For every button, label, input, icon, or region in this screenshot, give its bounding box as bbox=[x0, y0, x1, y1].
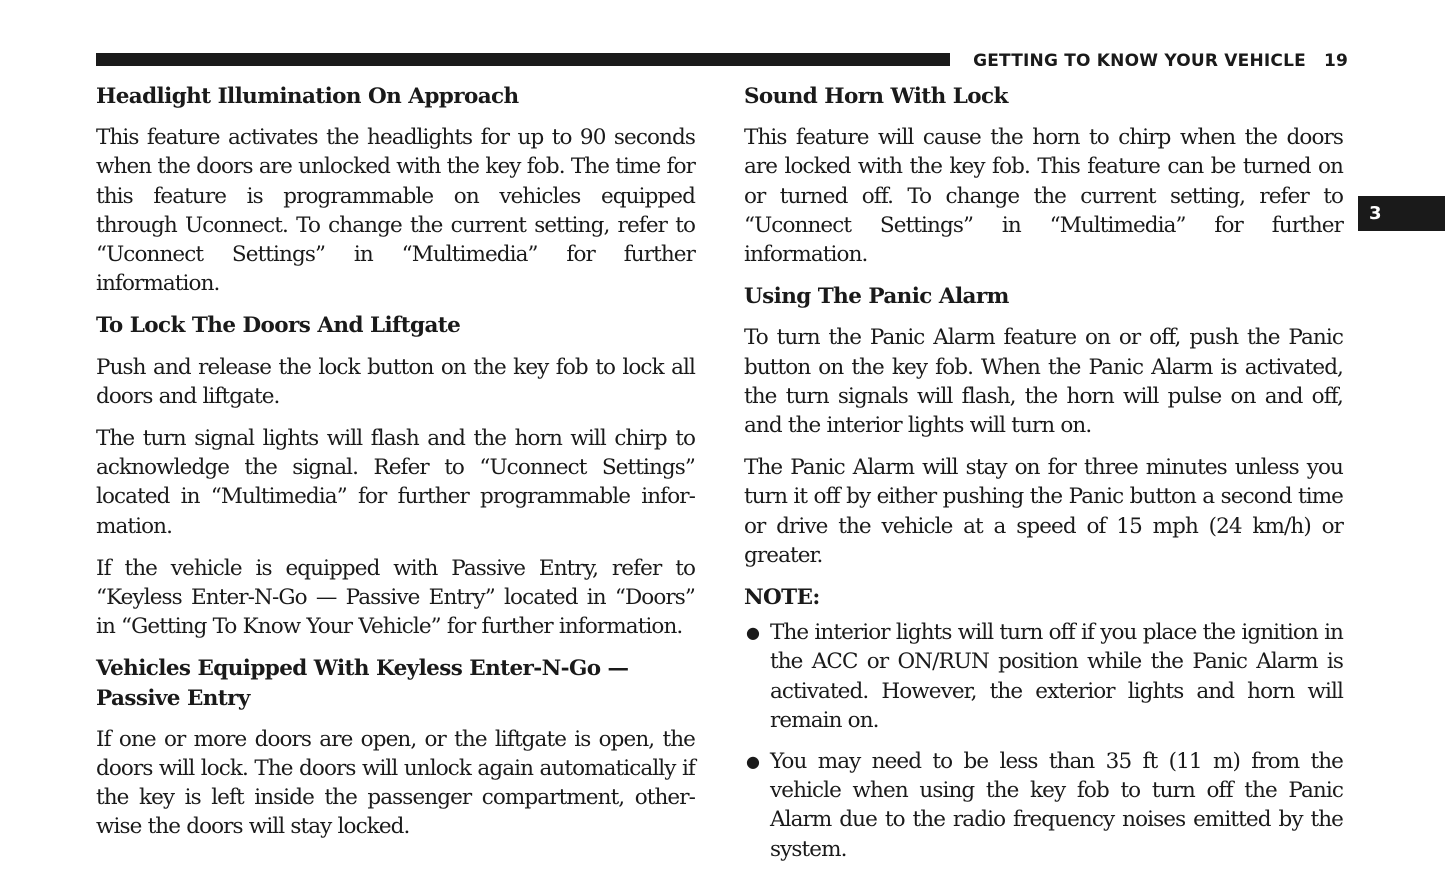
bullet-icon: ● bbox=[746, 752, 760, 772]
note-label: NOTE: bbox=[744, 585, 820, 611]
chapter-tab: 3 bbox=[1358, 196, 1445, 231]
paragraph-lock-doors-1: Push and release the lock button on the key fob to lock all doors and liftgate. bbox=[96, 354, 695, 409]
note-bullet-list bbox=[744, 618, 1343, 864]
running-header bbox=[958, 50, 1348, 72]
paragraph-horn: This feature will cause the horn to chirp when the doors are locked with the key fob. This feature can be turned on or turned off. To change the current setting, refer to “Uconnect Settings” in “Multimedia” for further information. bbox=[744, 125, 1343, 268]
paragraph-panic-1: To turn the Panic Alarm feature on or off, push the Panic button on the key fob. When the Panic Alarm is activated, the turn signals will flash, the horn will pulse on and off, and the interior lights will turn on. bbox=[744, 325, 1343, 439]
heading-keyless-enter-n-go: Vehicles Equipped With Keyless Enter-N-Go — Passive Entry bbox=[96, 656, 629, 711]
header-rule bbox=[96, 53, 950, 66]
page-number: 19 bbox=[1323, 51, 1348, 71]
paragraph-keyless: If one or more doors are open, or the liftgate is open, the doors will lock. The doors will unlock again automatically if the key is left inside the passenger compartment, other-wise the doors will stay locked. bbox=[96, 726, 695, 840]
list-item bbox=[744, 747, 1343, 864]
paragraph-panic-2: The Panic Alarm will stay on for three minutes unless you turn it off by either pushing the Panic button a second time or drive the vehicle at a speed of 15 mph (24 km/h) or greater. bbox=[744, 455, 1343, 568]
heading-headlight-illumination: Headlight Illumination On Approach bbox=[96, 84, 519, 109]
heading-panic-alarm: Using The Panic Alarm bbox=[744, 284, 1009, 310]
paragraph-lock-doors-2: The turn signal lights will flash and the horn will chirp to acknowledge the signal. Refer to “Uconnect Settings” located in “Multimedia” for further programmable infor-mation. bbox=[96, 426, 695, 539]
bullet-icon: ● bbox=[746, 623, 760, 643]
bullet-text: You may need to be less than 35 ft (11 m) from the vehicle when using the key fob to turn off the Panic Alarm due to the radio frequency noises emitted by the system. bbox=[770, 749, 1343, 862]
list-item bbox=[744, 618, 1343, 735]
right-column bbox=[744, 82, 1343, 876]
bullet-text: The interior lights will turn off if you place the ignition in the ACC or ON/RUN position while the Panic Alarm is activated. However, the exterior lights and horn will remain on. bbox=[770, 620, 1343, 733]
heading-lock-doors: To Lock The Doors And Liftgate bbox=[96, 313, 461, 339]
paragraph-lock-doors-3: If the vehicle is equipped with Passive Entry, refer to “Keyless Enter-N-Go — Passive Entry” located in “Doors” in “Getting To Know Your Vehicle” for further information. bbox=[96, 555, 695, 640]
left-column bbox=[96, 82, 695, 855]
heading-sound-horn: Sound Horn With Lock bbox=[744, 84, 1008, 109]
section-title: GETTING TO KNOW YOUR VEHICLE bbox=[973, 51, 1306, 71]
paragraph-headlight: This feature activates the headlights for up to 90 seconds when the doors are unlocked with the key fob. The time for this feature is programmable on vehicles equipped through Uconnect. To change the current setting, refer to “Uconnect Settings” in “Multimedia” for further information. bbox=[96, 125, 695, 297]
